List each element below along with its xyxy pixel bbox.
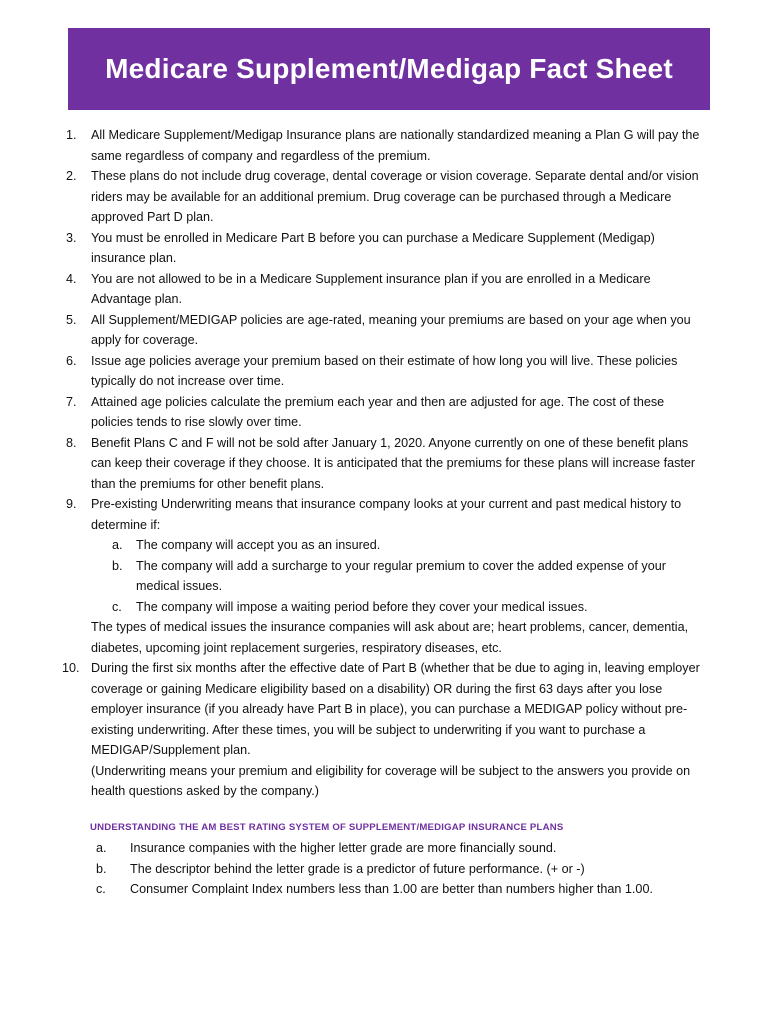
list-letter: b. [96,861,107,876]
item-9-continuation: The types of medical issues the insurance companies will ask about are; heart problems, cancer, dementia, diabetes, upcoming joint replacement surgeries, respiratory diseases, etc. [91,620,689,655]
list-text: Issue age policies average your premium based on their estimate of how long you will live. These policies typically do not increase over time. [91,353,678,388]
sub-list-item [66,597,706,618]
sub-list-letter: a. [112,538,123,552]
list-number: 10. [62,661,80,675]
list-item [66,351,706,392]
list-item [66,310,706,351]
sub-list-letter: b. [112,558,123,573]
list-item [66,125,706,166]
list-text: You must be enrolled in Medicare Part B before you can purchase a Medicare Supplement (Medigap) insurance plan. [91,230,655,265]
sub-list-text: The company will add a surcharge to your regular premium to cover the added expense of your medical issues. [136,558,666,593]
list-text: These plans do not include drug coverage, dental coverage or vision coverage. Separate dental and/or vision riders may be available for an additional premium. Drug coverage can be purchased through a Medicare approved Part D plan. [91,169,699,224]
list-text: The descriptor behind the letter grade is a predictor of future performance. (+ or -) [130,861,585,876]
list-number: 6. [66,353,77,368]
list-item [66,433,706,495]
list-item [62,658,706,761]
list-letter: a. [96,841,107,855]
list-number: 8. [66,435,77,450]
list-number: 1. [66,128,77,142]
list-number: 7. [66,394,77,409]
list-item [66,228,706,269]
list-number: 2. [66,169,77,183]
list-letter: c. [96,882,106,896]
list-number: 5. [66,312,77,327]
list-item [66,269,706,310]
list-item [66,392,706,433]
sub-list-text: The company will accept you as an insured. [136,538,381,552]
list-text: Consumer Complaint Index numbers less than 1.00 are better than numbers higher than 1.00. [130,882,653,896]
list-number: 3. [66,230,77,245]
list-text: You are not allowed to be in a Medicare Supplement insurance plan if you are enrolled in a Medicare Advantage plan. [91,271,651,306]
sub-list-item [66,535,706,556]
list-text: Attained age policies calculate the premium each year and then are adjusted for age. The cost of these policies tends to rise slowly over time. [91,394,665,429]
list-text: All Medicare Supplement/Medigap Insurance plans are nationally standardized meaning a Plan G will pay the same regardless of company and regardless of the premium. [91,128,700,163]
page-title: Medicare Supplement/Medigap Fact Sheet [105,53,673,84]
fact-list [62,125,706,802]
list-number: 9. [66,497,77,511]
title-banner [68,28,710,110]
list-text: During the first six months after the effective date of Part B (whether that be due to aging in, leaving employer coverage or gaining Medicare eligibility based on a disability) OR during the first 63 days after you lose employer insurance (if you already have Part B in place), you can purchase a MEDIGAP policy without pre-existing underwriting. After these times, you will be subject to underwriting if you want to purchase a MEDIGAP/Supplement plan. [91,661,700,757]
list-number: 4. [66,271,77,286]
sub-list-text: The company will impose a waiting period before they cover your medical issues. [136,599,588,614]
list-item [90,859,690,880]
list-item [90,838,690,859]
underwriting-note: (Underwriting means your premium and eligibility for coverage will be subject to the answers you provide on health questions asked by the company.) [91,763,691,798]
sub-list-letter: c. [112,599,122,614]
sub-list-item [66,556,706,597]
list-text: Benefit Plans C and F will not be sold after January 1, 2020. Anyone currently on one of these benefit plans can keep their coverage if they choose. It is anticipated that the premiums for these plans will increase faster than the premiums for other benefit plans. [91,435,696,491]
list-item [90,879,690,900]
am-best-list [90,838,690,900]
list-text: All Supplement/MEDIGAP policies are age-rated, meaning your premiums are based on your age when you apply for coverage. [91,312,691,347]
list-text: Insurance companies with the higher letter grade are more financially sound. [130,841,557,855]
section-heading: UNDERSTANDING THE AM BEST RATING SYSTEM OF SUPPLEMENT/MEDIGAP INSURANCE PLANS [90,822,564,833]
list-item [66,166,706,228]
list-text: Pre-existing Underwriting means that insurance company looks at your current and past medical history to determine if: [91,497,682,532]
list-item [66,494,706,535]
